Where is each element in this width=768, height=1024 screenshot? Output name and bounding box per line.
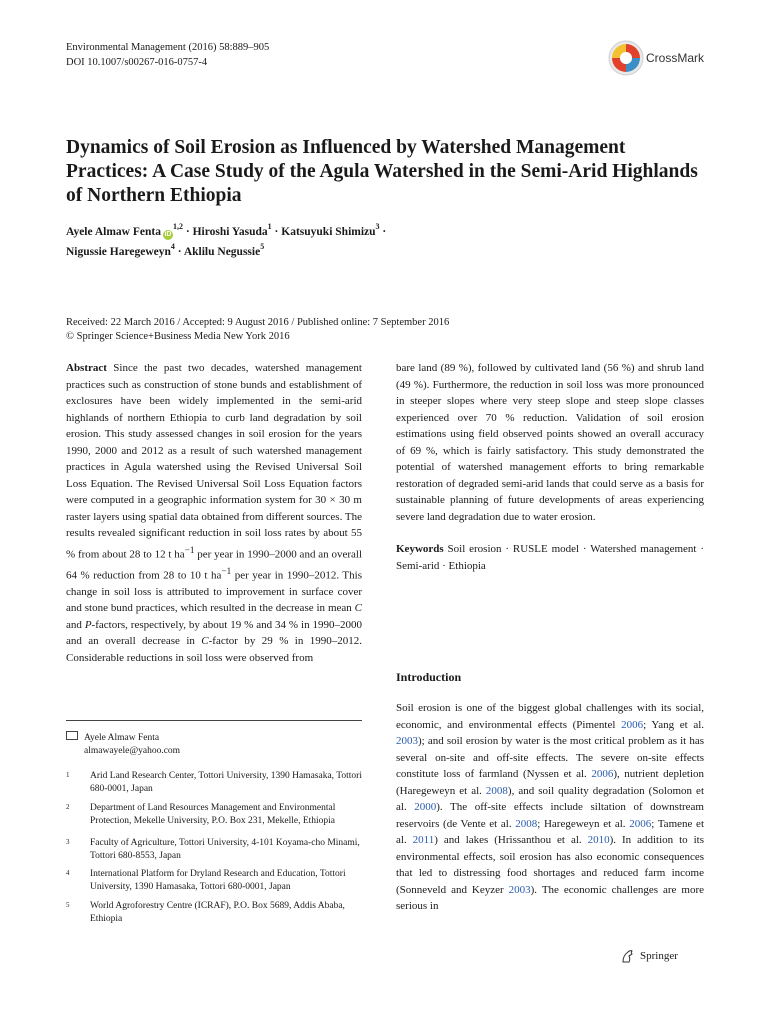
author-name[interactable]: Katsuyuki Shimizu [281,226,376,238]
history-dates: Received: 22 March 2016 / Accepted: 9 August 2016 / Published online: 7 September 2016 [66,317,450,328]
affiliation-text: Faculty of Agriculture, Tottori University, 4-101 Koyama-cho Minami, Tottori 680-8553, Japan [90,838,360,861]
affiliation-item [66,770,362,796]
affiliation-text: World Agroforestry Centre (ICRAF), P.O. Box 5689, Addis Ababa, Ethiopia [90,901,345,924]
author-list [66,222,706,262]
author-separator: · [379,226,387,238]
citation-link[interactable]: 2003 [508,883,531,896]
affiliation-ref: 5 [260,242,265,251]
affiliation-item [66,900,362,926]
citation-link[interactable]: 2003 [396,735,418,747]
author-separator: · [271,226,282,238]
author-name[interactable]: Aklilu Negussie [183,246,261,258]
keywords-text: Soil erosion · RUSLE model · Watershed management · Semi-arid · Ethiopia [396,543,704,572]
author-name[interactable]: Hiroshi Yasuda [192,226,268,238]
paper-title: Dynamics of Soil Erosion as Influenced by Watershed Management Practices: A Case Study of the Agula Watershed in the Semi-Arid Highlands of Northern Ethiopia [66,137,698,206]
affiliation-number: 1 [66,771,70,779]
footnote-divider [66,720,362,721]
affiliation-ref: 3 [375,222,380,231]
affiliation-number: 4 [66,869,70,877]
author-separator: · [174,246,184,258]
affiliation-ref: 1 [267,222,272,231]
affiliation-ref: 1,2 [172,222,183,231]
publication-dates [66,316,449,344]
affiliation-ref: 4 [170,242,175,251]
citation-link[interactable]: 2006 [629,817,652,830]
crossmark-logo[interactable] [608,38,720,78]
affiliation-text: Department of Land Resources Management and Environmental Protection, Mekelle University, P.O. Box 231, Mekelle, Ethiopia [90,803,336,826]
citation-link[interactable]: 2008 [485,784,508,797]
journal-header [66,40,269,70]
abstract-left-column [66,360,362,666]
affiliation-text: International Platform for Dryland Research and Education, Tottori University, 1390 Hamasaka, Tottori 680-0001, Japan [90,869,346,892]
springer-horse-icon [620,948,636,964]
affiliation-item [66,837,362,863]
citation-link[interactable]: 2006 [621,718,644,731]
citation-link[interactable]: 2008 [515,817,538,830]
affiliation-number: 2 [66,803,70,811]
doi[interactable]: DOI 10.1007/s00267-016-0757-4 [66,57,208,68]
introduction-heading: Introduction [396,670,462,684]
envelope-icon [66,731,78,740]
affiliation-number: 5 [66,901,70,909]
affiliation-text: Arid Land Research Center, Tottori University, 1390 Hamasaka, Tottori 680-0001, Japan [90,771,362,794]
author-name[interactable]: Ayele Almaw Fenta [66,226,161,238]
abstract-label: Abstract [66,362,107,374]
affiliation-item [66,802,362,828]
orcid-icon[interactable]: iD [164,231,172,238]
publisher-name: Springer [640,950,678,962]
corresponding-email[interactable]: almawayele@yahoo.com [84,746,181,756]
introduction-body [396,700,704,915]
affiliation-item [66,868,362,894]
author-separator: · [182,226,193,238]
abstract-right-column [396,360,704,574]
citation-link[interactable]: 2000 [414,801,437,813]
publisher-logo [620,948,678,964]
citation-link[interactable]: 2006 [591,768,614,780]
abstract-continued: bare land (89 %), followed by cultivated land (56 %) and shrub land (49 %). Furthermore, the reduction in soil loss was more pronounced in steeper slopes where very steep slope and steep slope classes experienced over 70 % reduction. Validation of soil erosion estimations using field observed points showed an overall accuracy of 69 %, which is fairly satisfactory. This study demonstrated the potential of watershed management efforts to bring remarkable restoration of degraded semi-arid lands that could serve as a basis for sustainable planning of future developments of areas experiencing severe land degradation due to water erosion. [396,362,704,523]
keywords-label: Keywords [396,543,444,555]
introduction-paragraph: Soil erosion is one of the biggest global challenges with its social, economic, and environmental effects (Pimentel 2006; Yang et al. 2003); and soil erosion by water is the most critical problem as it has several on-site and off-site effects. The severe on-site effects constitute loss of farmland (Nyssen et al. 2006), nutrient depletion (Haregeweyn et al. 2008), and soil quality degradation (Solomon et al. 2000). The off-site effects include siltation of downstream reservoirs (de Vente et al. 2008; Haregeweyn et al. 2006; Tamene et al. 2011) and lakes (Hrissanthou et al. 2010). In addition to its environmental effects, soil erosion has also economic consequences that led to distressing food shortages and reduced farm income (Sonneveld and Keyzer 2003). The economic challenges are more serious in [396,702,705,912]
corresponding-name: Ayele Almaw Fenta [84,733,160,743]
abstract-paragraph: Abstract Since the past two decades, watershed management practices such as construction of stone bunds and establishment of exclosures have been widely implemented in the semi-arid highlands of northern Ethiopia to curb land degradation by soil erosion. This study assessed changes in soil erosion for the years 1990, 2000 and 2012 as a result of such watershed management practices in Agula watershed using the Revised Universal Soil Loss Equation. The Revised Universal Soil Loss Equation factors were computed in a geographic information system for 30 × 30 m raster layers using spatial data obtained from different sources. The results revealed significant reduction in soil loss rates by about 55 % from about 28 to 12 t $ha^{-1}$ per year in 1990–2000 and an overall 64 % reduction from 28 to 10 t $ha^{-1}$ per year in 1990–2012. This change in soil loss is attributed to improvement in surface cover and stone bund practices, which resulted in the decrease in mean C and P-factors, respectively, by about 19 % and 34 % in 1990–2000 and an overall decrease in C-factor by 29 % in 1990–2012. Considerable reductions in soil loss were observed from [66,362,362,664]
keywords [396,541,704,574]
author-name[interactable]: Nigussie Haregeweyn [66,246,171,258]
citation-link[interactable]: 2010 [587,834,610,846]
journal-citation: Environmental Management (2016) 58:889–905 [66,42,270,53]
copyright: © Springer Science+Business Media New York 2016 [66,331,290,342]
citation-link[interactable]: 2011 [412,834,435,846]
corresponding-author [66,731,362,758]
crossmark-icon [608,40,644,76]
affiliation-number: 3 [66,838,70,846]
crossmark-label: CrossMark [646,51,705,65]
